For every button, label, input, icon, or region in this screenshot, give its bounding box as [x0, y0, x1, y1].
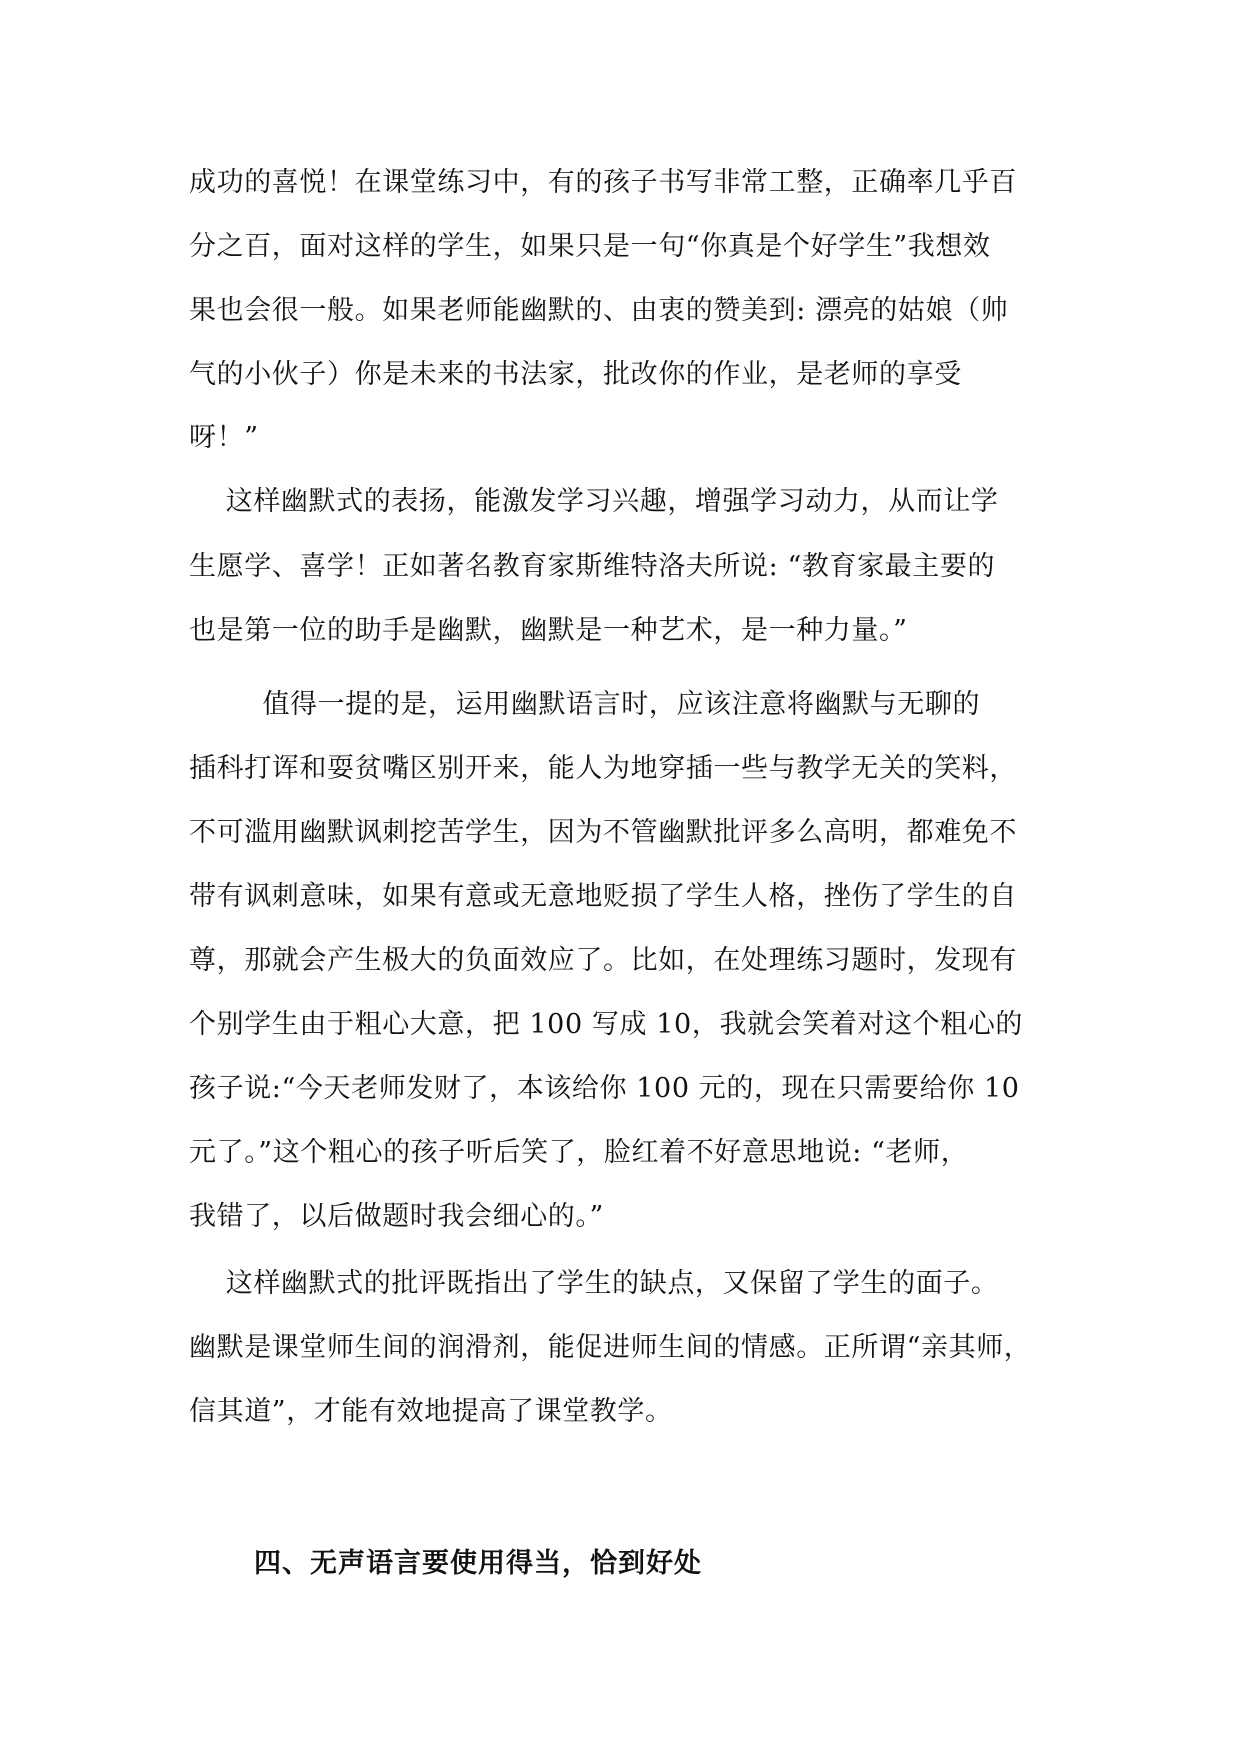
paragraph-line: 这样幽默式的表扬，能激发学习兴趣，增强学习动力，从而让学: [189, 486, 999, 517]
paragraph-line: 尊，那就会产生极大的负面效应了。比如，在处理练习题时，发现有: [189, 945, 1017, 976]
section-heading: 四、无声语言要使用得当，恰到好处: [254, 1548, 702, 1579]
paragraph-line: 成功的喜悦！在课堂练习中，有的孩子书写非常工整，正确率几乎百: [189, 167, 1017, 198]
paragraph-line: 插科打诨和耍贫嘴区别开来，能人为地穿插一些与教学无关的笑料，: [189, 753, 1017, 784]
paragraph-line: 气的小伙子）你是未来的书法家，批改你的作业，是老师的享受: [189, 359, 962, 390]
paragraph-line: 元了。”这个粗心的孩子听后笑了，脸红着不好意思地说: “老师，: [189, 1137, 969, 1168]
paragraph-line: 带有讽刺意味，如果有意或无意地贬损了学生人格，挫伤了学生的自: [189, 881, 1017, 912]
paragraph-line: 幽默是课堂师生间的润滑剂，能促进师生间的情感。正所谓“亲其师，: [189, 1332, 1032, 1363]
paragraph-line: 我错了，以后做题时我会细心的。”: [189, 1201, 604, 1232]
paragraph-line: 分之百，面对这样的学生，如果只是一句“你真是个好学生”我想效: [189, 231, 991, 262]
paragraph-line: 也是第一位的助手是幽默，幽默是一种艺术，是一种力量。”: [189, 615, 908, 646]
paragraph-line: 果也会很一般。如果老师能幽默的、由衷的赞美到: 漂亮的姑娘（帅: [189, 295, 1009, 326]
paragraph-line: 呀！”: [189, 422, 259, 453]
paragraph-line: 值得一提的是，运用幽默语言时，应该注意将幽默与无聊的: [189, 689, 981, 720]
paragraph-line: 这样幽默式的批评既指出了学生的缺点，又保留了学生的面子。: [189, 1268, 999, 1299]
paragraph-line: 孩子说:“今天老师发财了，本该给你 100 元的，现在只需要给你 10: [189, 1073, 1020, 1104]
paragraph-line: 个别学生由于粗心大意，把 100 写成 10，我就会笑着对这个粗心的: [189, 1009, 1024, 1040]
paragraph-line: 信其道”，才能有效地提高了课堂教学。: [189, 1396, 673, 1427]
paragraph-line: 生愿学、喜学！正如著名教育家斯维特洛夫所说: “教育家最主要的: [189, 551, 996, 582]
paragraph-line: 不可滥用幽默讽刺挖苦学生，因为不管幽默批评多么高明，都难免不: [189, 817, 1017, 848]
